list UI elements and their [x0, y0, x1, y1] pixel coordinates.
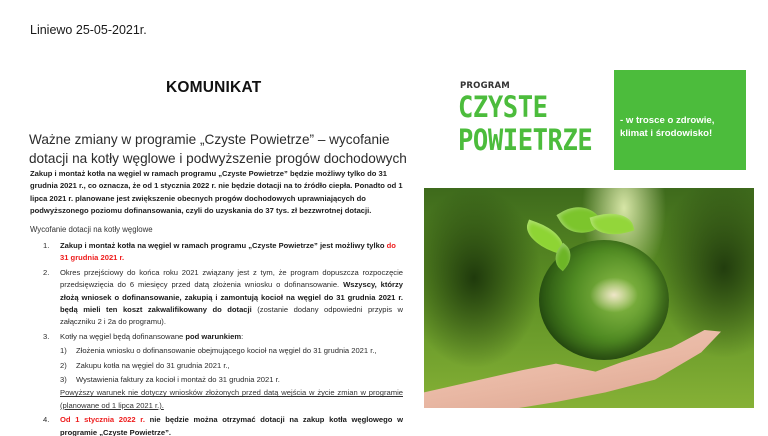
place-date: Liniewo 25-05-2021r. — [30, 23, 147, 37]
list-item-1 — [43, 240, 403, 265]
deadline-highlight: do 31 grudnia 2021 r. — [60, 241, 396, 263]
deadline-highlight: Od 1 stycznia 2022 r. — [60, 415, 145, 425]
condition-note: Powyższy warunek nie dotyczy wniosków złożonych przed datą wejścia w życie zmian w programie (planowane od 1 lipca 2021 r.). — [60, 388, 403, 410]
page-title: KOMUNIKAT — [166, 79, 262, 96]
list-number: 3. — [43, 331, 50, 341]
leaf-icon — [590, 207, 635, 241]
intro-paragraph: Zakup i montaż kotła na węgiel w ramach programu „Czyste Powietrze” będzie możliwy tylko do 31 grudnia 2021 r., co oznacza, że od 1 stycznia 2022 r. nie będzie dotacji na to źródło ciepła. Ponadto od 1 lipca 2021 r. planowane jest zwiększenie obecnych progów dochodowych uprawniających do podwyższonego poziomu dofinansowania, czyli do uzyskania do 37 tys. zł bezzwrotnej dotacji. — [30, 169, 403, 216]
list-item-bold-text: nie będzie można otrzymać dotacji na zakup kotła węglowego w programie „Czyste Powietrze”. — [60, 415, 403, 436]
list-item-2 — [43, 267, 403, 329]
subheading: Ważne zmiany w programie „Czyste Powietrze” – wycofanie dotacji na kotły węglowe i podwyższenie progów dochodowych — [29, 132, 407, 166]
list-item-text: Kotły na węgiel będą dofinansowane — [60, 331, 186, 341]
tagline-line-2: klimat i środowisko! — [620, 128, 713, 139]
logo-line-czyste: CZYSTE — [458, 90, 548, 124]
sub-item-text: Złożenia wniosku o dofinansowanie obejmującego kocioł na węgiel do 31 grudnia 2021 r., — [76, 346, 377, 356]
list-number: 2. — [43, 267, 50, 277]
numbered-list — [43, 240, 403, 436]
list-item-bold-text: Zakup i montaż kotła na węgiel w ramach programu „Czyste Powietrze” jest możliwy tylko — [60, 241, 387, 250]
sub-item-text: Zakupu kotła na węgiel do 31 grudnia 2021 r., — [76, 360, 230, 370]
tagline-line-1: - w trosce o zdrowie, — [620, 115, 715, 126]
tagline — [620, 114, 714, 140]
sub-item-2 — [60, 360, 403, 372]
list-number: 4. — [43, 415, 50, 425]
logo-line-powietrze: POWIETRZE — [458, 123, 593, 157]
sub-item-3 — [60, 374, 403, 386]
tagline-box — [614, 70, 746, 170]
sub-item-text: Wystawienia faktury za kocioł i montaż do 31 grudnia 2021 r. — [76, 375, 280, 385]
sub-number: 1) — [60, 346, 67, 356]
list-number: 1. — [43, 241, 50, 250]
list-item-tail: (zostanie dodany odpowiedni przypis w załączniku 2 i 2a do programu). — [60, 305, 403, 327]
sub-number: 2) — [60, 360, 67, 370]
list-item-text-wrap — [60, 267, 403, 329]
list-item-3 — [43, 331, 403, 412]
sub-number: 3) — [60, 375, 67, 385]
globe-in-hand-photo — [424, 188, 754, 408]
list-item-4 — [43, 414, 403, 436]
list-item-bold-text: pod warunkiem — [185, 331, 242, 341]
list-item-text: Okres przejściowy do końca roku 2021 związany jest z tym, że program dopuszcza rozpoczęcie przedsięwzięcia do 6 miesięcy przed datą złożenia wniosku o dofinansowanie. — [60, 267, 403, 290]
list-item-bold-text: Wszyscy, którzy złożą wniosek o dofinansowanie, zakupią i zamontują kocioł na węgiel do 31 grudnia 2021 r. będą mieli ten koszt zakwalifikowany do dotacji — [60, 280, 403, 315]
list-item-tail: : — [241, 331, 244, 341]
sub-item-1 — [60, 345, 403, 357]
list-item-text-wrap — [60, 414, 403, 436]
list-caption: Wycofanie dotacji na kotły węglowe — [30, 225, 153, 234]
logo-program-label: PROGRAM — [460, 81, 510, 91]
